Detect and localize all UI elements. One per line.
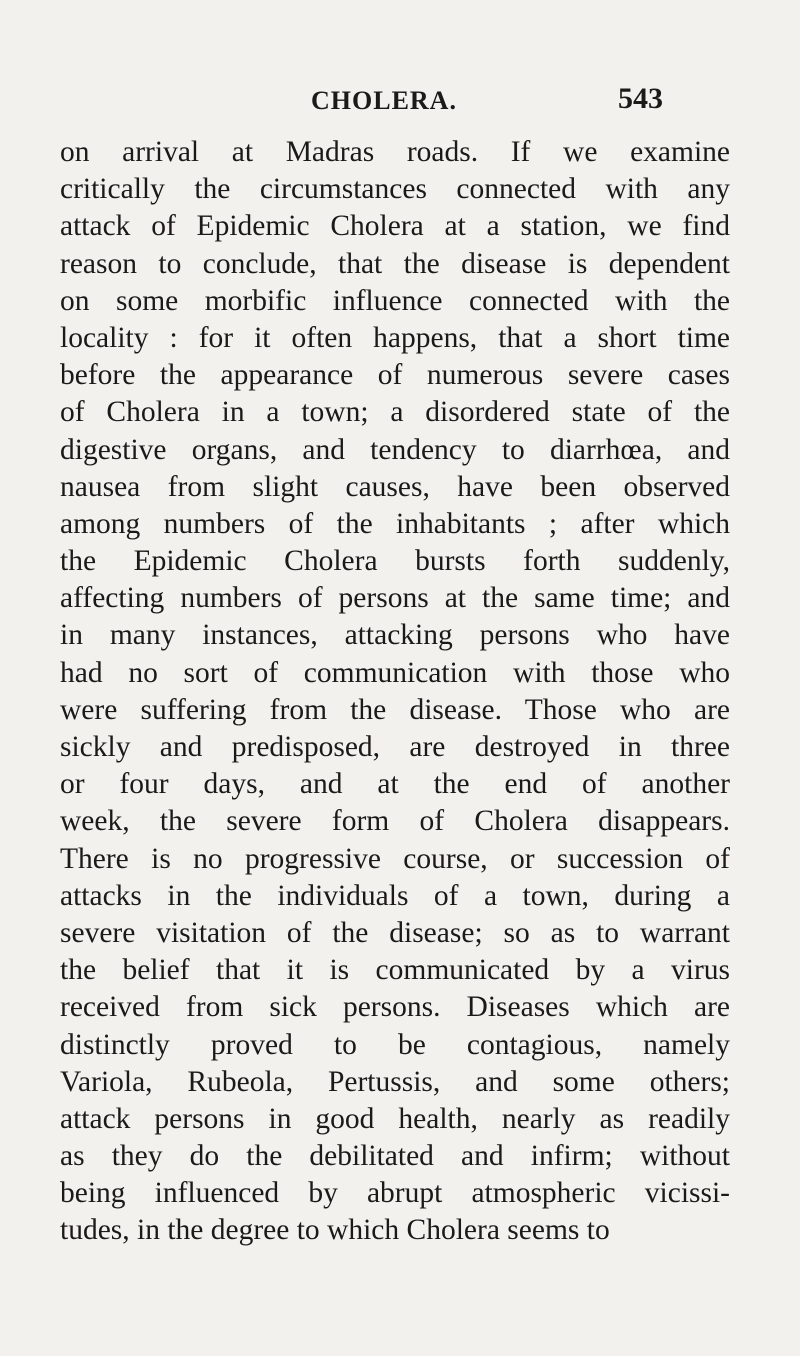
- text-line: critically the circumstances connected with any: [60, 173, 730, 206]
- text-line: severe visitation of the disease; so as to warrant: [60, 916, 730, 949]
- page-number: 543: [618, 82, 663, 115]
- text-line: being influenced by abrupt atmospheric vicissi-: [60, 1177, 730, 1210]
- text-line: sickly and predisposed, are destroyed in three: [60, 731, 730, 763]
- text-line: attack of Epidemic Cholera at a station, we find: [60, 210, 730, 243]
- text-line: in many instances, attacking persons who have: [60, 619, 730, 652]
- text-line: reason to conclude, that the disease is dependent: [60, 247, 730, 280]
- running-head: [0, 82, 800, 126]
- text-line: week, the severe form of Cholera disappears.: [60, 805, 730, 838]
- running-title: CHOLERA.: [311, 86, 457, 115]
- text-line: digestive organs, and tendency to diarrhœa, and: [60, 433, 730, 466]
- text-line: the belief that it is communicated by a virus: [60, 954, 730, 987]
- text-line: attacks in the individuals of a town, during a: [60, 879, 730, 912]
- text-line: before the appearance of numerous severe cases: [60, 359, 730, 392]
- text-line: attack persons in good health, nearly as readily: [60, 1102, 730, 1135]
- body-text: [60, 134, 730, 1250]
- text-line: There is no progressive course, or succession of: [60, 842, 730, 875]
- text-line: nausea from slight causes, have been observed: [60, 470, 730, 503]
- text-line: affecting numbers of persons at the same time; and: [60, 582, 730, 615]
- text-line: among numbers of the inhabitants ; after which: [60, 507, 730, 540]
- text-line: tudes, in the degree to which Cholera seems to: [60, 1214, 610, 1247]
- text-line: the Epidemic Cholera bursts forth suddenly,: [60, 545, 730, 578]
- text-line: of Cholera in a town; a disordered state of the: [60, 396, 730, 429]
- text-line: were suffering from the disease. Those who are: [60, 693, 730, 726]
- text-line: as they do the debilitated and infirm; without: [60, 1140, 730, 1173]
- text-line: or four days, and at the end of another: [60, 768, 730, 801]
- text-line: locality : for it often happens, that a short time: [60, 321, 730, 354]
- text-line: had no sort of communication with those who: [60, 656, 730, 689]
- text-line: distinctly proved to be contagious, namely: [60, 1028, 730, 1061]
- text-line: on arrival at Madras roads. If we examine: [60, 136, 730, 168]
- text-line: on some morbific influence connected with the: [60, 284, 730, 317]
- text-line: received from sick persons. Diseases which are: [60, 991, 730, 1024]
- text-line: Variola, Rubeola, Pertussis, and some others;: [60, 1065, 730, 1098]
